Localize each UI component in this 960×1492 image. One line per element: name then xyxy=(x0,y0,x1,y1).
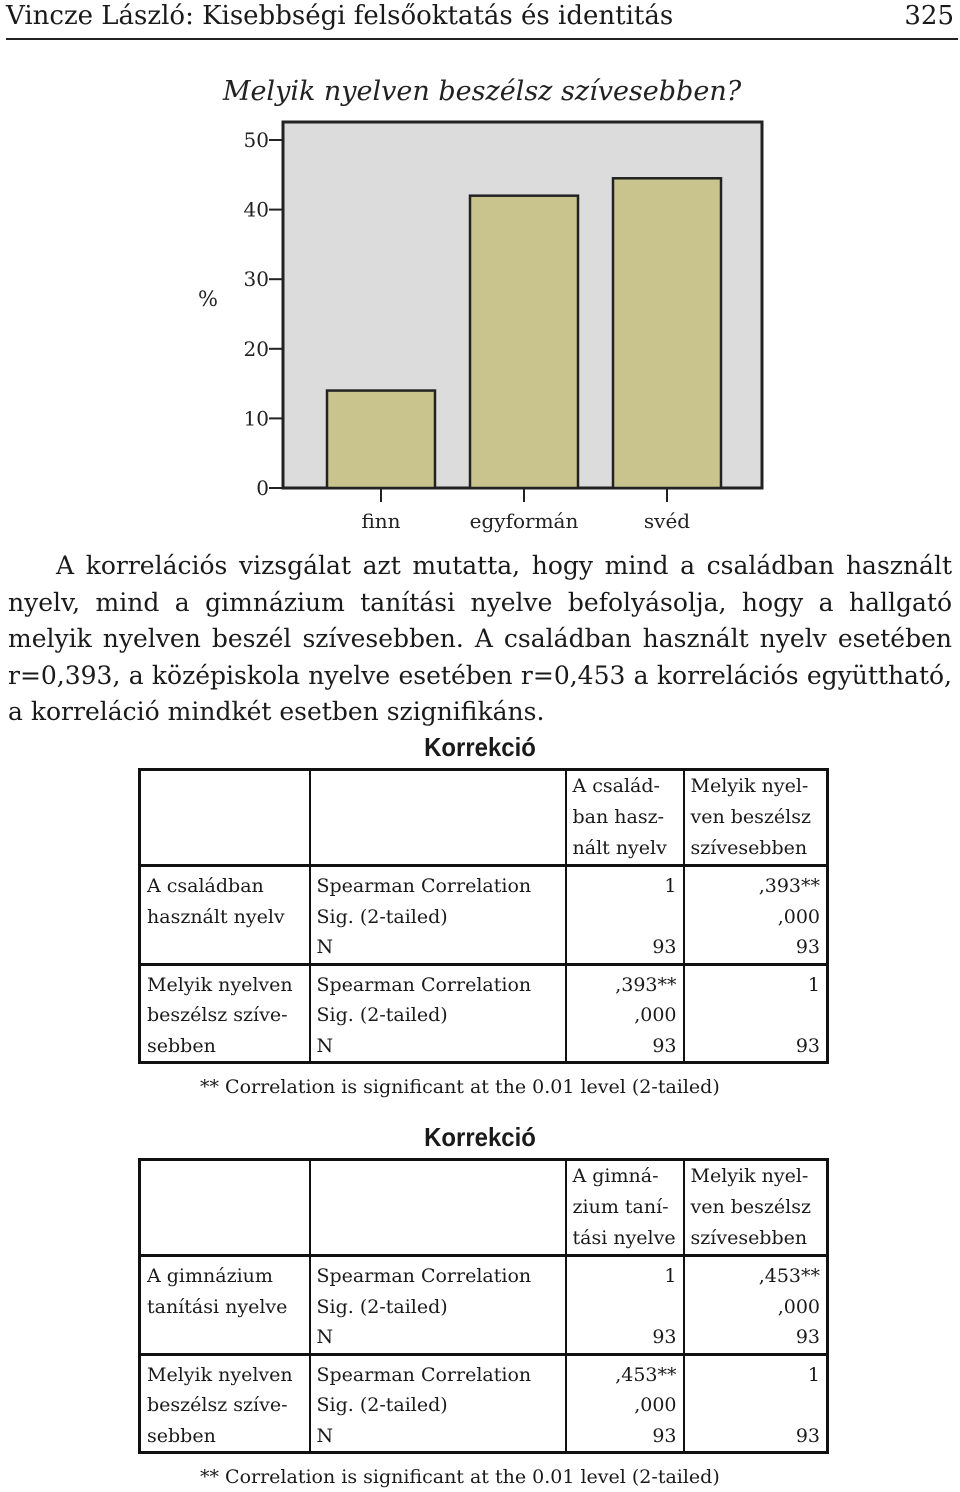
table2-row2-label: Melyik nyelven beszélsz szíve- sebben xyxy=(140,1354,310,1453)
paragraph-text: A korrelációs vizsgálat azt mutatta, hogy mind a családban használt nyelv, mind a gimnázium tanítási nyelve befolyásolja, hogy a hallgató melyik nyelven beszél szívesebben. A családban használt nyelv esetében r=0,393, a középiskola nyelve esetében r=0,453 a korrelációs együttható, a korreláció mindkét esetben szignifikáns. xyxy=(8,551,952,726)
table2-col2-header: Melyik nyel- ven beszélsz szívesebben xyxy=(684,1160,828,1256)
running-title: Vincze László: Kisebbségi felsőoktatás és identitás xyxy=(6,1,674,31)
chart-title: Melyik nyelven beszélsz szívesebben? xyxy=(222,76,742,107)
table1-row2-col2: 1 93 xyxy=(684,964,828,1063)
table-row xyxy=(140,964,828,1063)
table2-row1-stats: Spearman Correlation Sig. (2-tailed) N xyxy=(310,1256,566,1355)
y-tick-label: 40 xyxy=(243,197,269,222)
table1-row1-stats: Spearman Correlation Sig. (2-tailed) N xyxy=(310,866,566,965)
table-header-row xyxy=(140,1160,828,1256)
table1-row2-label: Melyik nyelven beszélsz szíve- sebben xyxy=(140,964,310,1063)
table2-footnote: ** Correlation is significant at the 0.01 level (2-tailed) xyxy=(200,1466,720,1488)
running-header xyxy=(6,0,958,40)
y-axis-label: % xyxy=(198,287,218,311)
table2-row1-label: A gimnázium tanítási nyelve xyxy=(140,1256,310,1355)
correlation-table-2 xyxy=(138,1158,829,1454)
y-tick-label: 0 xyxy=(256,476,269,500)
x-tick-label: svéd xyxy=(643,509,691,533)
table1-row1-col2: ,393** ,000 93 xyxy=(684,866,828,965)
bar-egyformán xyxy=(470,196,578,488)
table1-row1-col1: 1 93 xyxy=(566,866,684,965)
table1-footnote: ** Correlation is significant at the 0.01 level (2-tailed) xyxy=(200,1076,720,1098)
table-row xyxy=(140,1256,828,1355)
page-number: 325 xyxy=(904,1,954,31)
y-tick-label: 10 xyxy=(243,406,269,431)
table2-row2-col1: ,453** ,000 93 xyxy=(566,1354,684,1453)
body-paragraph xyxy=(8,548,952,731)
table2-title: Korrekció xyxy=(424,1122,536,1152)
correlation-table-1 xyxy=(138,768,829,1064)
table2-row2-col2: 1 93 xyxy=(684,1354,828,1453)
table-row xyxy=(140,866,828,965)
bar-chart xyxy=(0,60,960,540)
table2-row1-col2: ,453** ,000 93 xyxy=(684,1256,828,1355)
table1-row2-col1: ,393** ,000 93 xyxy=(566,964,684,1063)
table1-col1-header: A család- ban hasz- nált nyelv xyxy=(566,770,684,866)
table1-title: Korrekció xyxy=(424,732,536,762)
table2-col1-header: A gimná- zium taní- tási nyelve xyxy=(566,1160,684,1256)
bar-finn xyxy=(327,391,435,488)
bar-svéd xyxy=(613,178,721,488)
x-tick-label: egyformán xyxy=(469,509,579,533)
y-tick-label: 20 xyxy=(243,336,269,361)
table-row xyxy=(140,1354,828,1453)
table2-row2-stats: Spearman Correlation Sig. (2-tailed) N xyxy=(310,1354,566,1453)
table1-col2-header: Melyik nyel- ven beszélsz szívesebben xyxy=(684,770,828,866)
x-tick-label: finn xyxy=(361,509,401,533)
y-tick-label: 50 xyxy=(243,128,269,152)
table1-row1-label: A családban használt nyelv xyxy=(140,866,310,965)
table1-row2-stats: Spearman Correlation Sig. (2-tailed) N xyxy=(310,964,566,1063)
y-tick-label: 30 xyxy=(243,267,269,292)
table-header-row xyxy=(140,770,828,866)
table2-row1-col1: 1 93 xyxy=(566,1256,684,1355)
